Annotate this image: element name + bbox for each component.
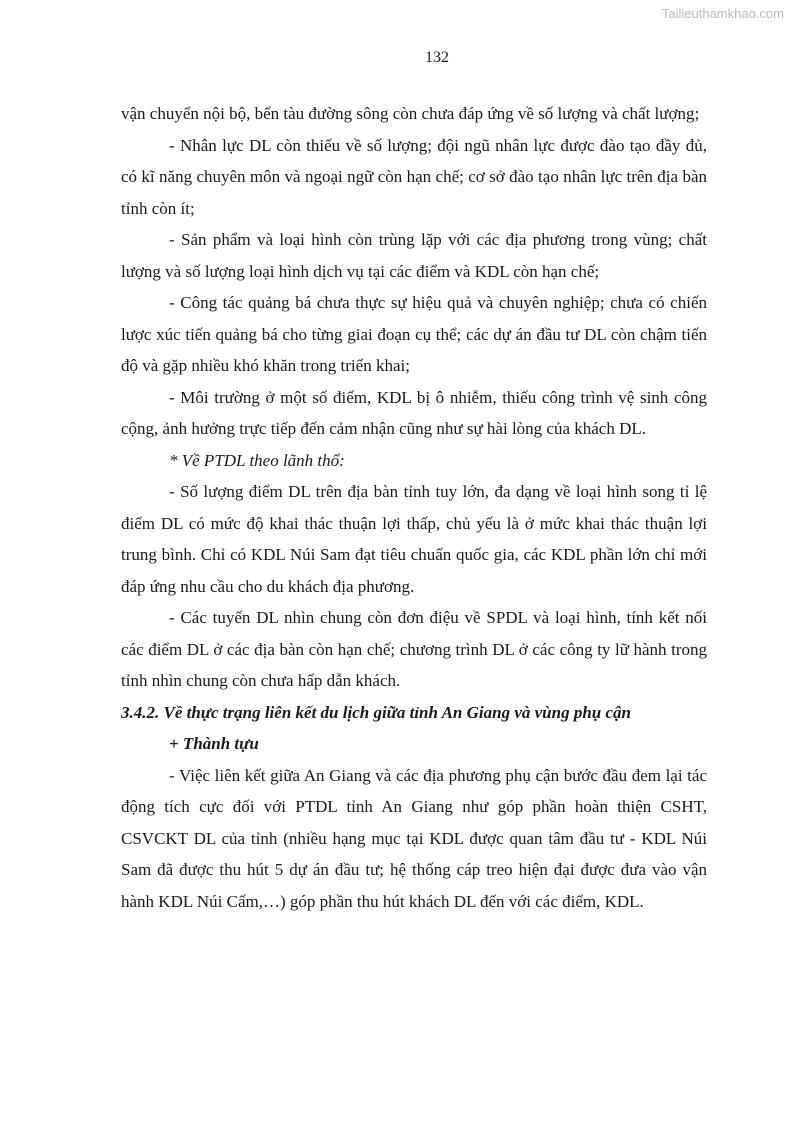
paragraph-linkage: - Việc liên kết giữa An Giang và các địa phương phụ cận bước đầu đem lại tác động tích cực đối với PTDL tỉnh An Giang như góp phần hoàn thiện CSHT, CSVCKT DL của tỉnh (nhiều hạng mục tại KDL được quan tâm đầu tư - KDL Núi Sam đã được thu hút 5 dự án đầu tư; hệ thống cáp treo hiện đại được đưa vào vận hành KDL Núi Cấm,…) góp phần thu hút khách DL đến với các điểm, KDL. (121, 765, 707, 911)
document-body (121, 98, 707, 917)
watermark: Tailieuthamkhao.com (661, 6, 784, 21)
section-heading-3-4-2: 3.4.2. Về thực trạng liên kết du lịch giữa tỉnh An Giang và vùng phụ cận (121, 702, 631, 722)
paragraph-tourism-points: - Số lượng điểm DL trên địa bàn tỉnh tuy lớn, đa dạng về loại hình song tỉ lệ điểm DL có mức độ khai thác thuận lợi thấp, chủ yếu là ở mức khai thác thuận lợi trung bình. Chỉ có KDL Núi Sam đạt tiêu chuẩn quốc gia, các KDL phần lớn chỉ mới đáp ứng nhu cầu cho du khách địa phương. (121, 482, 707, 596)
subheading-achievements: + Thành tựu (169, 734, 259, 753)
subheading-territory: * Về PTDL theo lãnh thổ: (169, 450, 345, 470)
paragraph-environment: - Môi trường ở một số điểm, KDL bị ô nhiễm, thiếu công trình vệ sinh công cộng, ảnh hưởng trực tiếp đến cảm nhận cũng như sự hài lòng của khách DL. (121, 387, 707, 438)
paragraph-human-resources: - Nhân lực DL còn thiếu về số lượng; đội ngũ nhân lực được đào tạo đầy đủ, có kĩ năng chuyên môn và ngoại ngữ còn hạn chế; cơ sở đào tạo nhân lực trên địa bàn tỉnh còn ít; (121, 135, 707, 218)
page-number: 132 (425, 49, 449, 66)
paragraph-promotion: - Công tác quảng bá chưa thực sự hiệu quả và chuyên nghiệp; chưa có chiến lược xúc tiến quảng bá cho từng giai đoạn cụ thể; các dự án đầu tư DL còn chậm tiến độ và gặp nhiều khó khăn trong triển khai; (121, 293, 707, 375)
paragraph-transport: vận chuyển nội bộ, bến tàu đường sông còn chưa đáp ứng về số lượng và chất lượng; (121, 104, 700, 123)
paragraph-tourism-routes: - Các tuyến DL nhìn chung còn đơn điệu về SPDL và loại hình, tính kết nối các điểm DL ở các địa bàn còn hạn chế; chương trình DL ở các công ty lữ hành trong tỉnh nhìn chung còn chưa hấp dẫn khách. (121, 608, 707, 690)
paragraph-products: - Sản phẩm và loại hình còn trùng lặp với các địa phương trong vùng; chất lượng và số lượng loại hình dịch vụ tại các điểm và KDL còn hạn chế; (121, 230, 707, 281)
